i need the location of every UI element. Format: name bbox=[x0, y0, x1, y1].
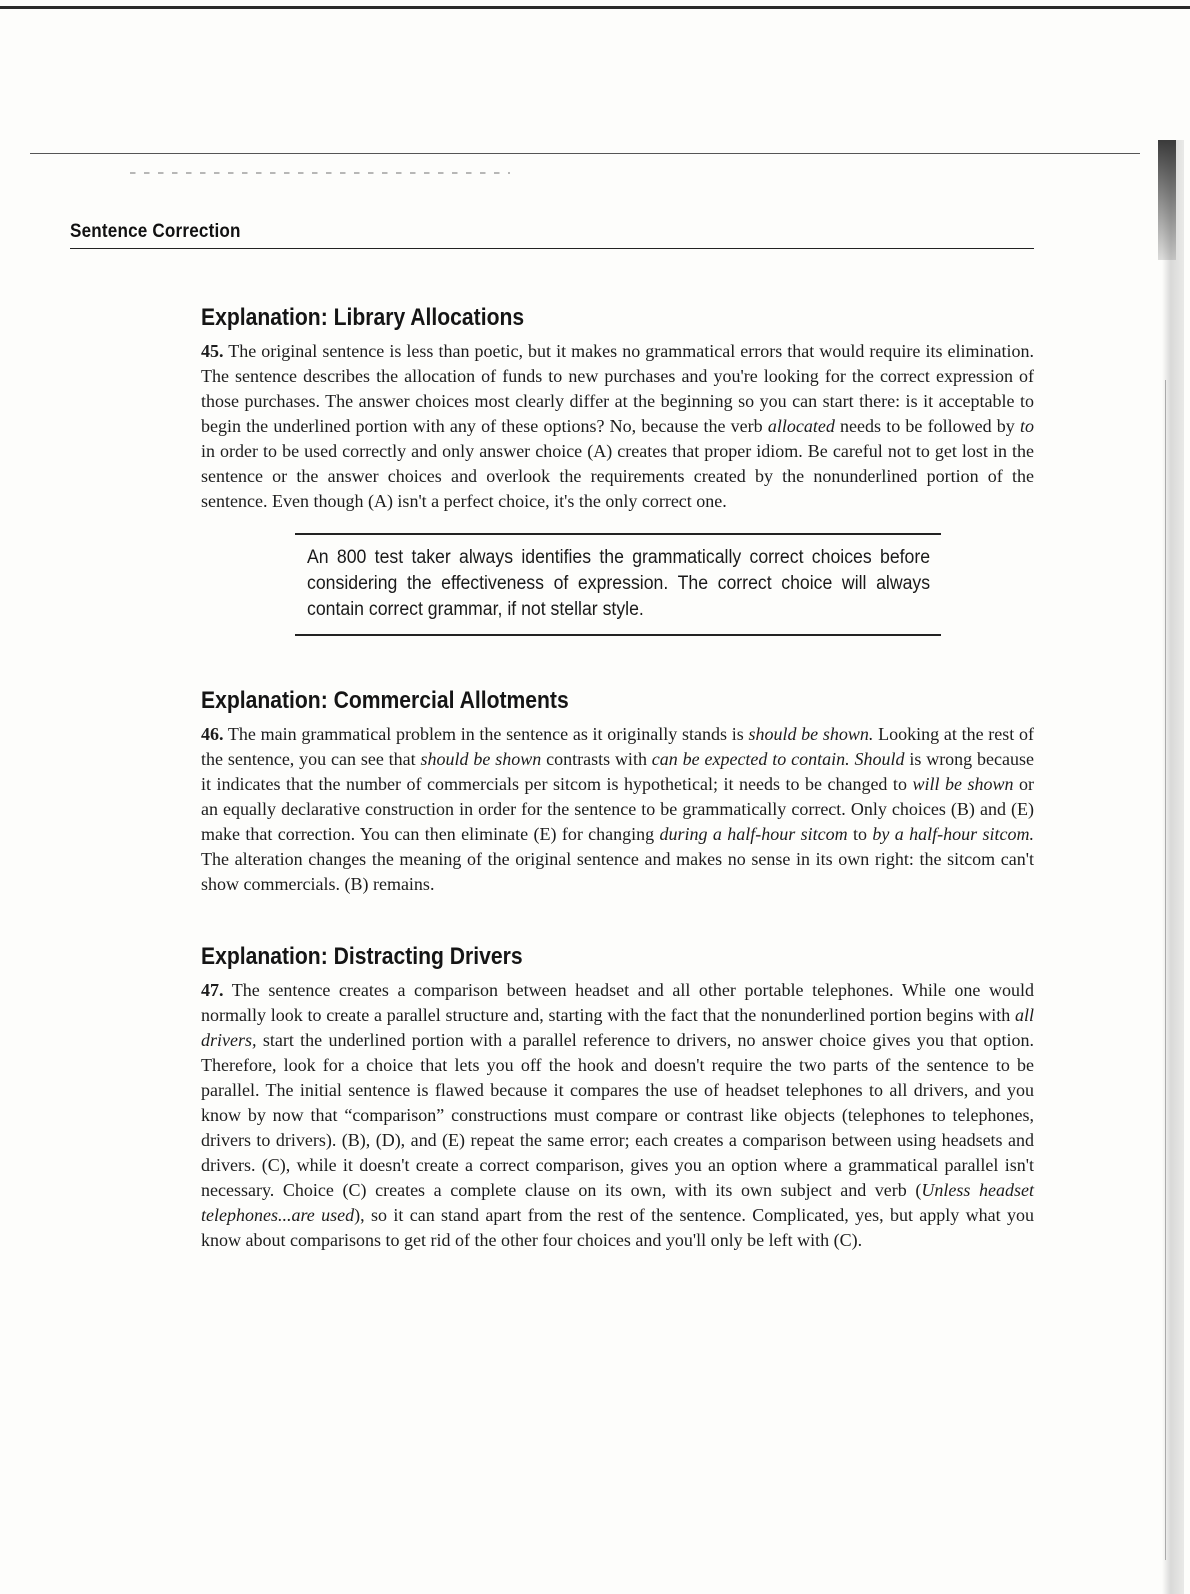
text-run: ), so it can stand apart from the rest of the sentence. Complicated, yes, but apply what you know about comparisons to get rid of the other four choices and you'll only be left with (C). bbox=[201, 1205, 1034, 1250]
text-run: The alteration changes the meaning of the original sentence and makes no sense in its own right: the sitcom can't show commercials. (B) remains. bbox=[201, 849, 1034, 894]
italic-term: all drivers, bbox=[201, 1005, 1034, 1050]
italic-term: should be shown bbox=[420, 749, 542, 769]
section-heading: Explanation: Commercial Allotments bbox=[201, 687, 569, 714]
tip-callout bbox=[295, 533, 941, 636]
italic-term: will be shown bbox=[912, 774, 1014, 794]
italic-term: to bbox=[1019, 416, 1034, 436]
section-heading: Explanation: Library Allocations bbox=[201, 304, 525, 331]
scan-page-edge-line bbox=[30, 153, 1140, 154]
running-head-title: Sentence Correction bbox=[70, 221, 241, 242]
explanation-paragraph bbox=[201, 722, 1034, 897]
text-run: The sentence creates a comparison between headset and all other portable telephones. While one would normally look to create a parallel structure and, starting with the fact that the nonunderlined portion begins with bbox=[201, 980, 1034, 1025]
text-run: contrasts with bbox=[541, 749, 652, 769]
text-run: or an equally declarative construction in order for the sentence to be grammatically correct. Only choices (B) and (E) make that correction. You can then eliminate (E) for changing bbox=[201, 774, 1034, 844]
scan-binding-dark-corner bbox=[1158, 140, 1176, 260]
question-number: 47. bbox=[201, 980, 224, 1000]
running-head bbox=[70, 220, 1034, 249]
italic-term: Unless headset telephones...are used bbox=[201, 1180, 1034, 1225]
question-number: 45. bbox=[201, 341, 224, 361]
explanation-section-47 bbox=[201, 942, 1034, 1253]
scan-binding-line bbox=[1165, 380, 1166, 1560]
explanation-section-46 bbox=[201, 686, 1034, 897]
explanation-paragraph bbox=[201, 339, 1034, 514]
text-run: Looking at the rest of the sentence, you can see that bbox=[201, 724, 1034, 769]
text-run: in order to be used correctly and only answer choice (A) creates that proper idiom. Be careful not to get lost in the sentence or the answer choices and overlook the requirements created by the nonunderlined portion of the sentence. Even though (A) isn't a perfect choice, it's the only correct one. bbox=[201, 441, 1034, 511]
explanation-section-45 bbox=[201, 303, 1034, 636]
tip-text: An 800 test taker always identifies the grammatically correct choices before considering the effectiveness of expression. The correct choice will always contain correct grammar, if not stellar style. bbox=[307, 547, 931, 620]
text-run: The original sentence is less than poetic, but it makes no grammatical errors that would require its elimination. The sentence describes the allocation of funds to new purchases and you're looking for the correct expression of those purchases. The answer choices most clearly differ at the beginning so you can start there: is it acceptable to begin the underlined portion with any of these options? No, because the verb bbox=[201, 341, 1034, 436]
text-run: needs to be followed by bbox=[834, 416, 1020, 436]
scan-dust-marks bbox=[130, 172, 510, 174]
italic-term: can be expected to contain. Should bbox=[651, 749, 905, 769]
italic-term: should be shown. bbox=[748, 724, 874, 744]
italic-term: by a half-hour sitcom. bbox=[872, 824, 1034, 844]
italic-term: allocated bbox=[767, 416, 835, 436]
page-content bbox=[201, 303, 1034, 1253]
text-run: The main grammatical problem in the sentence as it originally stands is bbox=[223, 724, 749, 744]
section-heading: Explanation: Distracting Drivers bbox=[201, 943, 523, 970]
explanation-paragraph bbox=[201, 978, 1034, 1253]
text-run: is wrong because it indicates that the number of commercials per sitcom is hypothetical; it needs to be changed to bbox=[201, 749, 1035, 794]
paragraph-text bbox=[201, 341, 1034, 511]
italic-term: during a half-hour sitcom bbox=[659, 824, 848, 844]
paragraph-text bbox=[201, 724, 1034, 894]
scan-top-border bbox=[0, 6, 1190, 9]
text-run: to bbox=[847, 824, 873, 844]
text-run: start the underlined portion with a parallel reference to drivers, no answer choice gives you that option. Therefore, look for a choice that lets you off the hook and doesn't require the two parts of the sentence to be parallel. The initial sentence is flawed because it compares the use of headset telephones to all drivers, and you know by now that “comparison” constructions must compare or contrast like objects (telephones to telephones, drivers to drivers). (B), (D), and (E) repeat the same error; each creates a comparison between using headsets and drivers. (C), while it doesn't create a correct comparison, gives you an option where a grammatical parallel isn't necessary. Choice (C) creates a complete clause on its own, with its own subject and verb ( bbox=[201, 1030, 1034, 1200]
question-number: 46. bbox=[201, 724, 224, 744]
paragraph-text bbox=[201, 980, 1034, 1250]
